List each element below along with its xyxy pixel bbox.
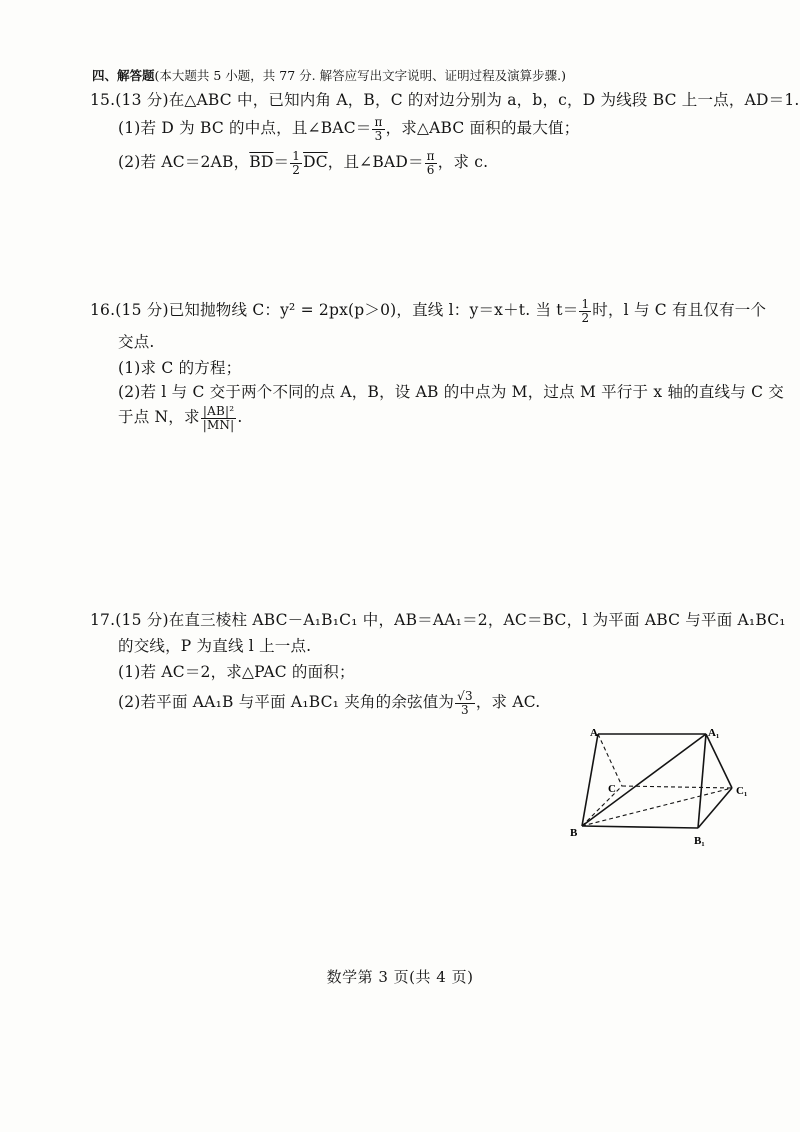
q15-part2-fraction — [290, 150, 302, 176]
q17-part1: (1)若 AC＝2，求△PAC 的面积； — [118, 663, 355, 681]
q16-part2: (2)若 l 与 C 交于两个不同的点 A，B，设 AB 的中点为 M，过点 M 平行于 x 轴的直线与 C 交 — [118, 383, 784, 401]
edge-b1-c1 — [698, 788, 732, 828]
q16-ratio-fraction — [201, 405, 237, 431]
q15-part2-c: ，求 c. — [437, 153, 489, 172]
section-heading — [92, 66, 566, 84]
q16-t-fraction — [579, 298, 591, 324]
page-footer: 数学第 3 页(共 4 页) — [326, 968, 474, 986]
section-note: (本大题共 5 小题，共 77 分. 解答应写出文字说明、证明过程及演算步骤.) — [154, 68, 566, 83]
q16-stem — [90, 298, 766, 324]
fraction-numerator: π — [426, 149, 435, 163]
q15-stem-text: (13 分)在△ABC 中，已知内角 A，B，C 的对边分别为 a，b，c，D 为线段 BC 上一点，AD＝1. — [115, 91, 800, 109]
edge-b-c1-hidden — [582, 788, 732, 826]
q16-stem-b: 时，l 与 C 有且仅有一个 — [592, 301, 767, 320]
q15-part2 — [118, 150, 488, 176]
fraction-denominator: 3 — [461, 702, 469, 717]
edge-a-b — [582, 734, 598, 826]
prism-figure — [560, 722, 770, 852]
q17-part2-a: (2)若平面 AA₁B 与平面 A₁BC₁ 夹角的余弦值为 — [118, 693, 455, 712]
q15-part1-b: ，求△ABC 面积的最大值； — [385, 119, 580, 138]
fraction-denominator: 3 — [374, 128, 383, 143]
fraction-denominator: |MN| — [202, 417, 235, 432]
q17-part2 — [118, 690, 540, 716]
q16-stem-a: (15 分)已知抛物线 C：y² = 2px(p＞0)，直线 l：y＝x＋t. 当 t＝ — [115, 301, 579, 320]
q15-part2-eq: ＝ — [273, 153, 290, 172]
q15-stem — [90, 88, 800, 110]
q17-number: 17. — [90, 611, 116, 629]
edge-a1-c1 — [706, 734, 732, 788]
q16-part2-b: 于点 N，求 — [118, 408, 200, 427]
label-a1: A₁ — [708, 727, 720, 739]
edge-a-c-hidden — [598, 734, 622, 786]
fraction-denominator: 2 — [292, 162, 301, 177]
edge-a1-b — [582, 734, 706, 826]
label-a: A — [590, 727, 598, 739]
fraction-numerator: 1 — [292, 149, 301, 163]
q16-part2-cont — [118, 405, 243, 431]
fraction-numerator: 1 — [581, 297, 590, 311]
q17-part2-b: ，求 AC. — [475, 693, 541, 712]
q15-part1-fraction — [372, 116, 384, 142]
q15-part2-a: (2)若 AC＝2AB， — [118, 153, 250, 172]
fraction-numerator: √3 — [457, 689, 473, 703]
q15-part1 — [118, 116, 579, 142]
section-title: 四、解答题 — [92, 68, 155, 83]
label-b1: B₁ — [694, 835, 705, 847]
vector-dc: $\overline{DC}$ — [303, 153, 328, 172]
edge-c-c1-hidden — [622, 786, 732, 788]
q16-number: 16. — [90, 301, 116, 320]
q17-stem-a: (15 分)在直三棱柱 ABC－A₁B₁C₁ 中，AB＝AA₁＝2，AC＝BC，l 为平面 ABC 与平面 A₁BC₁ — [115, 611, 786, 629]
label-c: C — [608, 783, 616, 795]
fraction-numerator: π — [374, 115, 383, 129]
fraction-numerator: |AB|² — [202, 404, 235, 418]
q15-part2-b: ，且∠BAD＝ — [327, 153, 424, 172]
q15-part2-fraction2 — [425, 150, 437, 176]
vector-bd: $\overline{BD}$ — [249, 153, 274, 172]
q15-part1-a: (1)若 D 为 BC 的中点，且∠BAC＝ — [118, 119, 372, 138]
q16-stem-c: 交点. — [118, 333, 155, 351]
edge-a1-b1 — [698, 734, 706, 828]
q17-stem-b: 的交线，P 为直线 l 上一点. — [118, 637, 312, 655]
q16-part2-c: . — [237, 408, 243, 427]
fraction-denominator: 6 — [426, 162, 435, 177]
q16-part1: (1)求 C 的方程； — [118, 359, 242, 377]
label-b: B — [570, 827, 578, 839]
label-c1: C₁ — [736, 785, 748, 797]
fraction-denominator: 2 — [581, 310, 590, 325]
edge-b-b1 — [582, 826, 698, 828]
q17-stem — [90, 608, 786, 630]
q15-number: 15. — [90, 91, 116, 109]
q17-cos-fraction — [455, 690, 475, 716]
